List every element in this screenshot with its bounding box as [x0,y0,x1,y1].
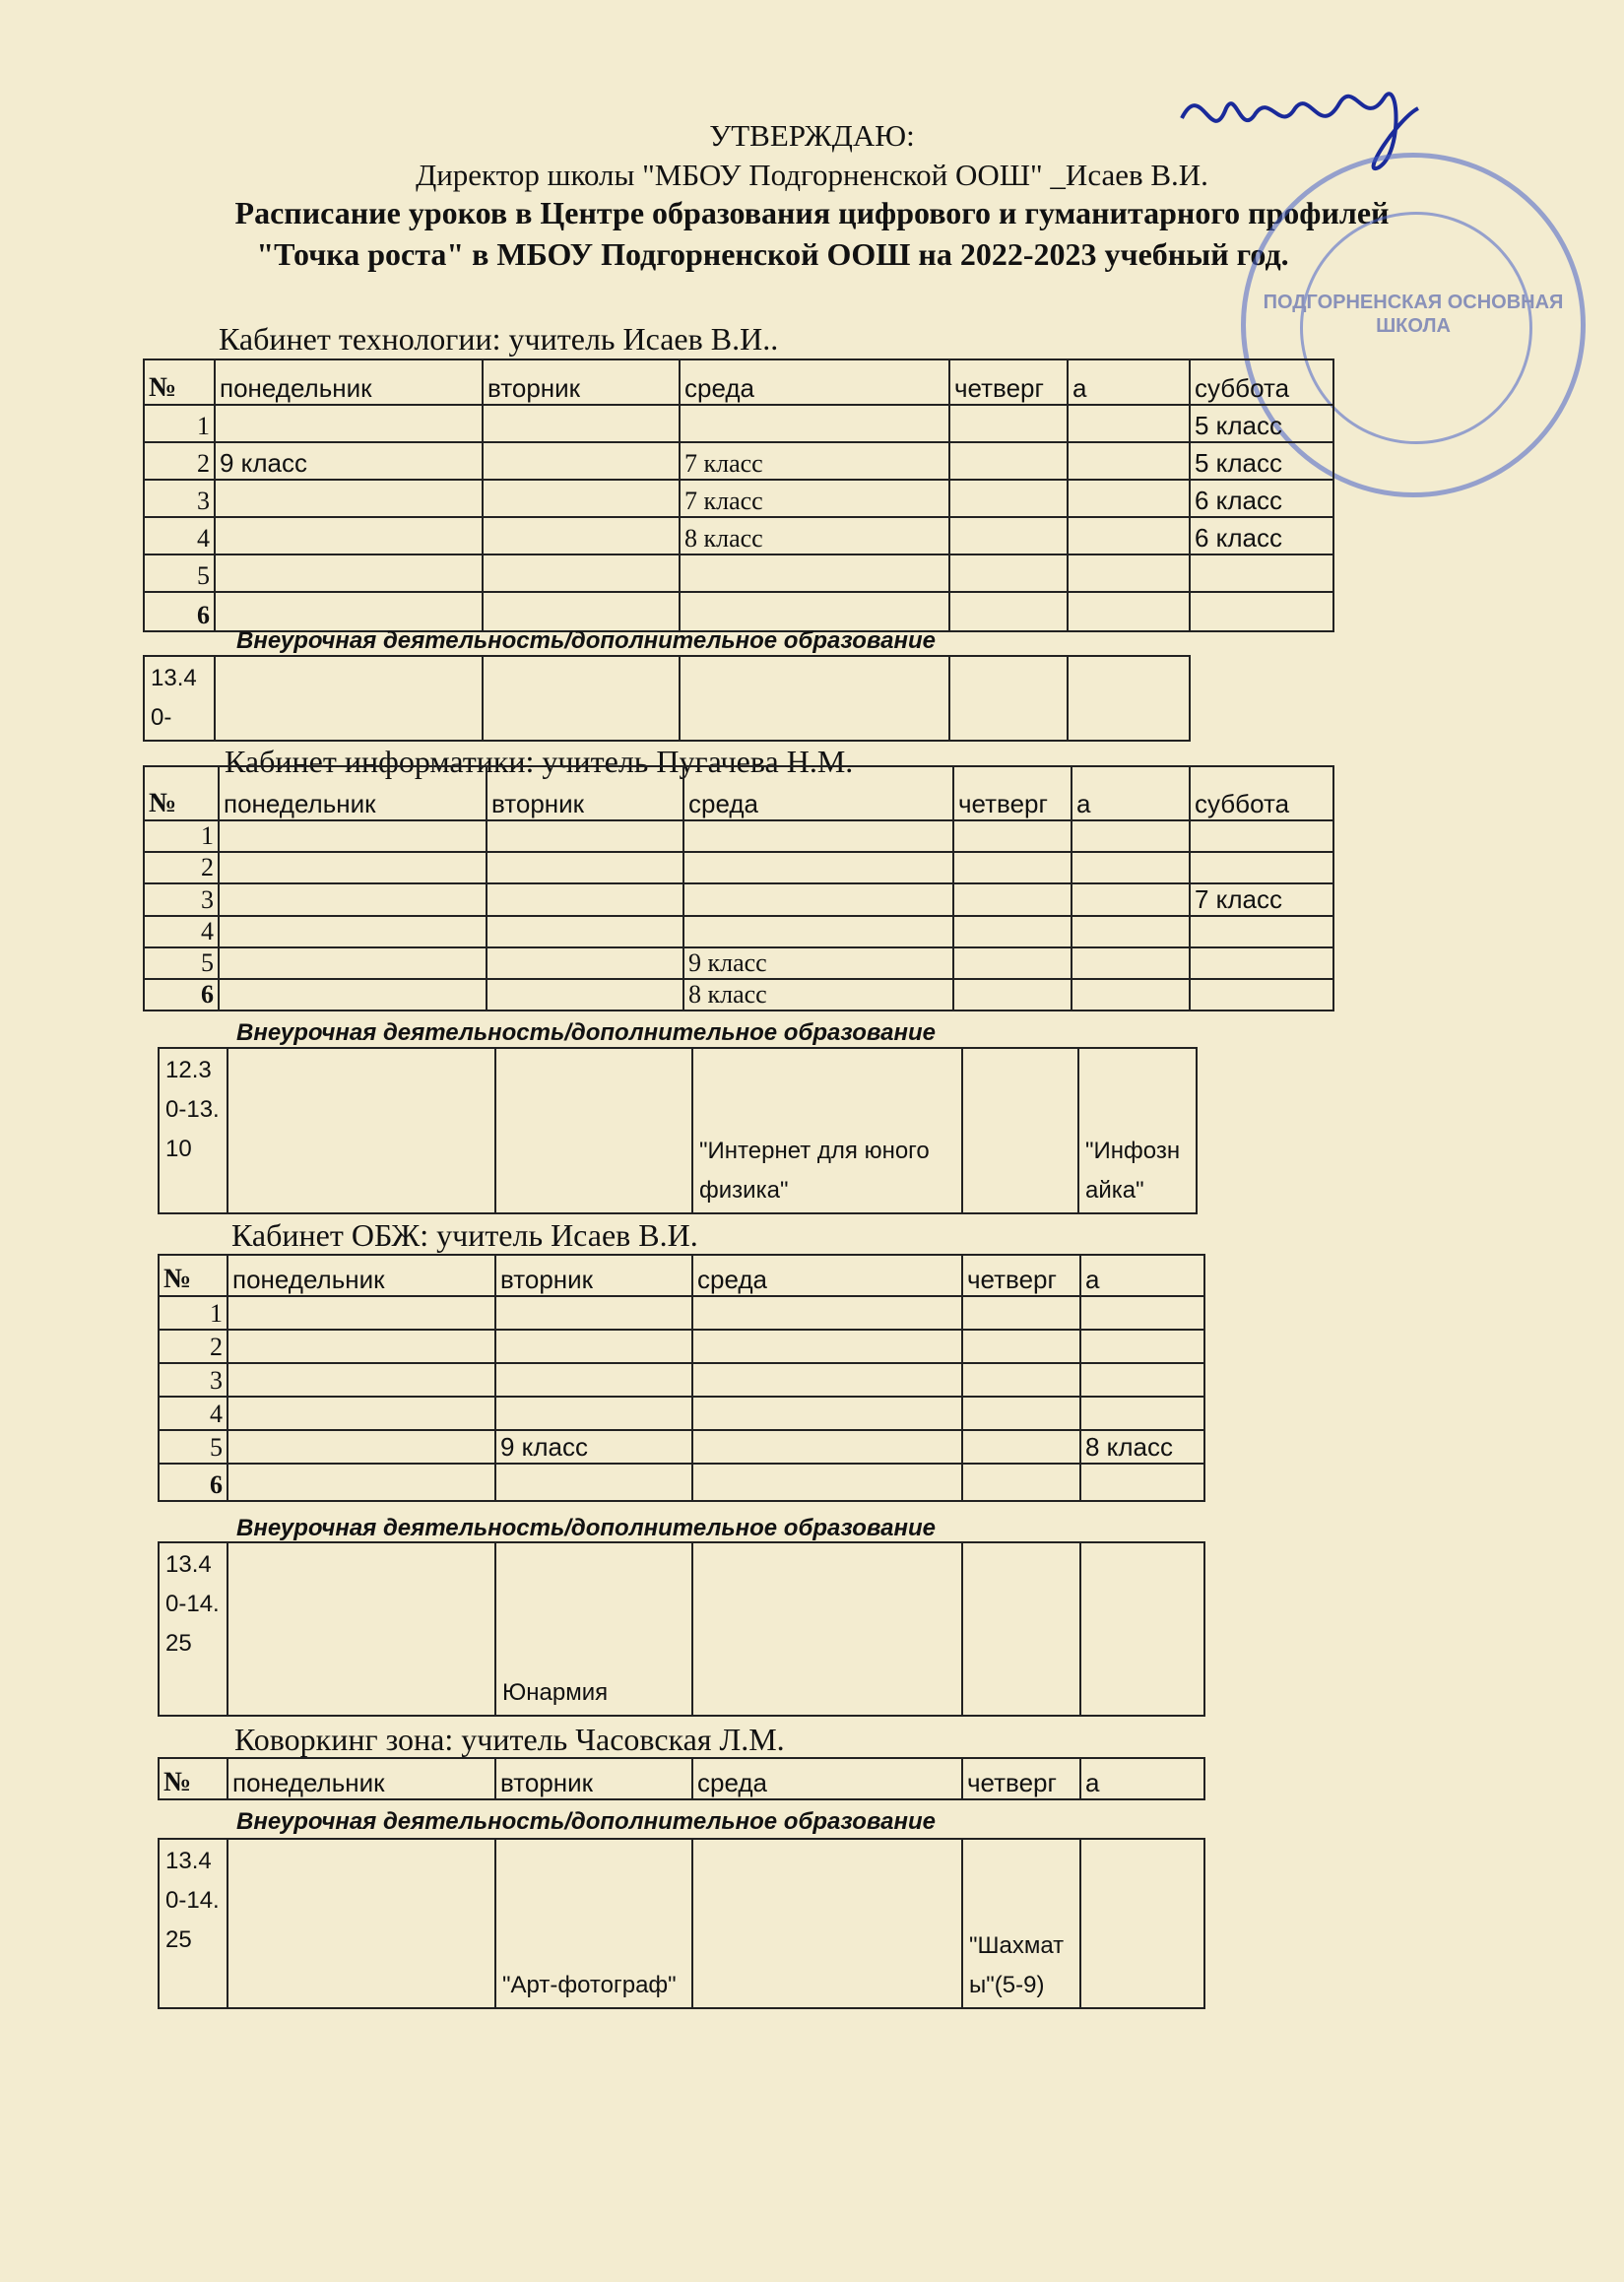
coworking-title: Коворкинг зона: учитель Часовская Л.М. [234,1722,785,1757]
cell [495,1397,692,1430]
technology-extra-table [143,655,1191,742]
cell: Юнармия [495,1542,692,1716]
cell [219,820,487,852]
col-thursday: четверг [953,766,1072,820]
cell: 5 класс [1190,442,1333,480]
col-wednesday: среда [692,1758,962,1799]
cell [495,1048,692,1213]
cell [1068,480,1190,517]
cell [1080,1542,1204,1716]
table-row [144,883,1333,916]
extra-label: Внеурочная деятельность/дополнительное образование [236,627,936,654]
cell [949,442,1068,480]
cell [683,852,953,883]
cell [953,883,1072,916]
cell: 5 [159,1430,227,1464]
table-row [159,1296,1204,1330]
cell [487,979,683,1011]
technology-title: Кабинет технологии: учитель Исаев В.И.. [219,321,779,357]
cell [215,554,483,592]
cell [215,592,483,631]
cell [219,852,487,883]
cell [949,554,1068,592]
table-row [144,916,1333,947]
col-thursday: четверг [962,1255,1080,1296]
cell: 5 класс [1190,405,1333,442]
col-monday: понедельник [227,1255,495,1296]
cell: 7 класс [1190,883,1333,916]
col-friday: а [1080,1758,1204,1799]
table-header-row [159,1758,1204,1799]
cell [483,480,680,517]
cell [949,656,1068,741]
technology-table [143,359,1334,632]
cell: "Арт-фотограф" [495,1839,692,2008]
table-header-row [144,766,1333,820]
cell [495,1464,692,1501]
table-row [159,1048,1197,1213]
obzh-table [158,1254,1205,1502]
cell [219,916,487,947]
cell [953,979,1072,1011]
col-thursday: четверг [949,359,1068,405]
col-tuesday: вторник [495,1758,692,1799]
cell [683,916,953,947]
cell [1068,554,1190,592]
cell [962,1542,1080,1716]
cell [1072,883,1190,916]
col-number: № [144,766,219,820]
col-monday: понедельник [227,1758,495,1799]
table-header-row [144,359,1333,405]
cell [962,1048,1078,1213]
cell [953,852,1072,883]
cell [483,554,680,592]
director-line: Директор школы "МБОУ Подгорненской ООШ" _Исаев В.И. [416,158,1208,192]
cell [962,1363,1080,1397]
col-friday: а [1080,1255,1204,1296]
cell [1190,979,1333,1011]
cell [962,1430,1080,1464]
cell [962,1464,1080,1501]
cell [962,1330,1080,1363]
cell [1080,1839,1204,2008]
cell: 5 [144,947,219,979]
approve-label: УТВЕРЖДАЮ: [709,118,915,153]
cell [692,1296,962,1330]
cell: 2 [144,442,215,480]
cell [1080,1363,1204,1397]
cell [962,1397,1080,1430]
cell [227,1430,495,1464]
col-monday: понедельник [219,766,487,820]
coworking-table [158,1757,1205,1800]
cell [1072,820,1190,852]
cell [953,916,1072,947]
cell: 9 класс [495,1430,692,1464]
table-header-row [159,1255,1204,1296]
cell [483,592,680,631]
informatics-title: Кабинет информатики: учитель Пугачева Н.М. [225,744,854,779]
table-row [144,517,1333,554]
cell [483,442,680,480]
cell: 1 [144,820,219,852]
table-row [159,1363,1204,1397]
cell [692,1397,962,1430]
cell: 9 класс [215,442,483,480]
cell [1080,1330,1204,1363]
coworking-extra-table [158,1838,1205,2009]
cell [1072,852,1190,883]
cell [1190,554,1333,592]
cell [680,592,949,631]
cell [215,517,483,554]
cell [483,405,680,442]
cell [680,405,949,442]
cell [953,820,1072,852]
cell [1072,916,1190,947]
cell [1190,820,1333,852]
cell [692,1330,962,1363]
cell [962,1296,1080,1330]
cell [227,1330,495,1363]
cell [487,852,683,883]
col-friday: а [1072,766,1190,820]
cell [495,1330,692,1363]
col-saturday: суббота [1190,359,1333,405]
cell [1190,947,1333,979]
cell: 13.40-14.25 [159,1839,227,2008]
cell [692,1363,962,1397]
cell [219,947,487,979]
cell [215,405,483,442]
cell [483,656,680,741]
cell: 1 [159,1296,227,1330]
cell [219,979,487,1011]
cell: 13.40- [144,656,215,741]
cell: 4 [159,1397,227,1430]
cell: 6 [144,592,215,631]
table-row [159,1464,1204,1501]
table-row [159,1542,1204,1716]
table-row [144,947,1333,979]
cell: 9 класс [683,947,953,979]
cell: 3 [144,883,219,916]
col-friday: а [1068,359,1190,405]
col-tuesday: вторник [495,1255,692,1296]
cell [692,1542,962,1716]
cell [1068,592,1190,631]
page-subtitle: "Точка роста" в МБОУ Подгорненской ООШ на 2022-2023 учебный год. [256,236,1289,272]
col-tuesday: вторник [483,359,680,405]
cell [683,883,953,916]
col-saturday: суббота [1190,766,1333,820]
cell [949,405,1068,442]
stamp-icon: ПОДГОРНЕНСКАЯ ОСНОВНАЯ ШКОЛА [1241,153,1586,497]
cell [1190,592,1333,631]
cell [227,1048,495,1213]
cell [692,1430,962,1464]
table-row [144,852,1333,883]
cell [483,517,680,554]
cell: 2 [159,1330,227,1363]
cell [680,554,949,592]
cell: 7 класс [680,442,949,480]
cell [495,1363,692,1397]
cell: 12.30-13.10 [159,1048,227,1213]
cell [215,656,483,741]
cell [487,947,683,979]
cell [1080,1464,1204,1501]
cell: 4 [144,916,219,947]
cell [680,656,949,741]
cell [683,820,953,852]
table-row [159,1397,1204,1430]
col-number: № [159,1758,227,1799]
cell [949,517,1068,554]
table-row [144,405,1333,442]
cell [692,1839,962,2008]
cell [487,883,683,916]
cell [1068,656,1190,741]
cell [227,1397,495,1430]
cell: 6 [144,979,219,1011]
col-number: № [144,359,215,405]
obzh-extra-table [158,1541,1205,1717]
extra-label: Внеурочная деятельность/дополнительное образование [236,1019,936,1046]
cell [487,916,683,947]
table-row [144,442,1333,480]
cell [227,1296,495,1330]
cell [949,480,1068,517]
col-wednesday: среда [692,1255,962,1296]
cell: 6 [159,1464,227,1501]
cell: 3 [144,480,215,517]
table-row [144,656,1190,741]
cell [227,1839,495,2008]
cell: 6 класс [1190,480,1333,517]
cell: 7 класс [680,480,949,517]
cell [227,1542,495,1716]
cell [1190,852,1333,883]
extra-label: Внеурочная деятельность/дополнительное образование [236,1808,936,1835]
cell [1068,517,1190,554]
cell: "Шахматы"(5-9) [962,1839,1080,2008]
col-monday: понедельник [215,359,483,405]
informatics-table [143,765,1334,1011]
cell [495,1296,692,1330]
table-row [144,592,1333,631]
obzh-title: Кабинет ОБЖ: учитель Исаев В.И. [231,1217,698,1253]
cell [1080,1397,1204,1430]
table-row [144,979,1333,1011]
cell: "Инфознайка" [1078,1048,1197,1213]
col-tuesday: вторник [487,766,683,820]
table-row [144,820,1333,852]
col-wednesday: среда [680,359,949,405]
cell: 13.40-14.25 [159,1542,227,1716]
cell [227,1363,495,1397]
cell: 5 [144,554,215,592]
cell: 4 [144,517,215,554]
table-row [159,1330,1204,1363]
cell: 3 [159,1363,227,1397]
cell [227,1464,495,1501]
cell [219,883,487,916]
table-row [144,480,1333,517]
page-title: Расписание уроков в Центре образования цифрового и гуманитарного профилей [234,195,1390,230]
cell [692,1464,962,1501]
col-wednesday: среда [683,766,953,820]
cell [487,820,683,852]
cell: 8 класс [683,979,953,1011]
col-thursday: четверг [962,1758,1080,1799]
cell: 8 класс [1080,1430,1204,1464]
cell [1072,979,1190,1011]
cell: "Интернет для юного физика" [692,1048,962,1213]
cell [215,480,483,517]
cell: 6 класс [1190,517,1333,554]
cell [1068,405,1190,442]
cell [953,947,1072,979]
informatics-extra-table [158,1047,1198,1214]
extra-label: Внеурочная деятельность/дополнительное образование [236,1515,936,1541]
cell [1190,916,1333,947]
cell [1068,442,1190,480]
col-number: № [159,1255,227,1296]
table-row [159,1430,1204,1464]
cell [949,592,1068,631]
table-row [144,554,1333,592]
cell: 1 [144,405,215,442]
cell [1072,947,1190,979]
cell [1080,1296,1204,1330]
cell: 8 класс [680,517,949,554]
table-row [159,1839,1204,2008]
cell: 2 [144,852,219,883]
